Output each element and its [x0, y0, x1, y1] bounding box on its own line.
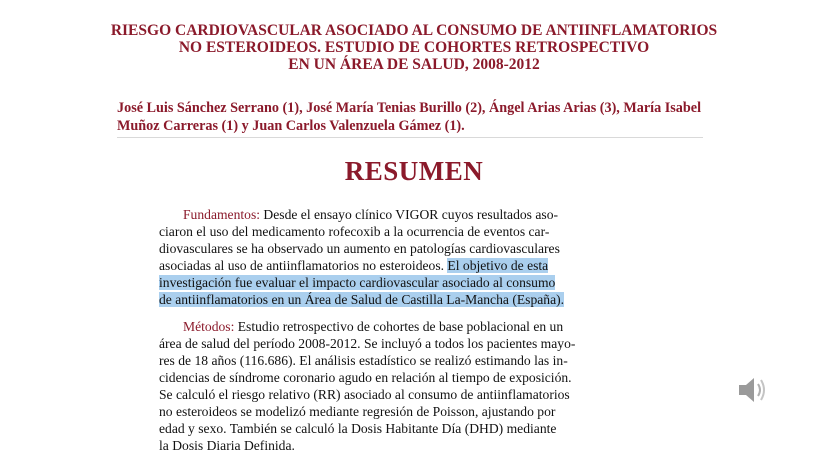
authors-line-2: Muñoz Carreras (1) y Juan Carlos Valenzuela Gámez (1). — [117, 118, 465, 134]
author-list — [117, 99, 707, 135]
text-line: ciaron el uso del medicamento rofecoxib a la ocurrencia de eventos car- — [159, 224, 550, 239]
text-line: res de 18 años (116.686). El análisis estadístico se realizó estimando las in- — [159, 353, 568, 368]
text-line — [159, 274, 555, 291]
highlighted-text[interactable]: investigación fue evaluar el impacto cardiovascular asociado al consumo — [159, 275, 556, 290]
highlighted-text[interactable]: El objetivo de esta — [447, 258, 549, 273]
text-line: Se calculó el riesgo relativo (RR) asociado al consumo de antiinflamatorios — [159, 387, 570, 402]
text-span: Desde el ensayo clínico VIGOR cuyos resultados aso- — [260, 207, 559, 222]
text-line: edad y sexo. También se calculó la Dosis Habitante Día (DHD) mediante — [159, 421, 557, 436]
text-line — [183, 206, 558, 223]
title-line-2: NO ESTEROIDEOS. ESTUDIO DE COHORTES RETROSPECTIVO — [178, 39, 650, 56]
text-line — [183, 318, 563, 335]
paper-title — [0, 22, 828, 73]
text-line — [159, 291, 564, 308]
text-line: cidencias de síndrome coronario agudo en relación al tiempo de exposición. — [159, 370, 572, 385]
authors-line-1: José Luis Sánchez Serrano (1), José María Tenias Burillo (2), Ángel Arias Arias (3), María Isabel — [117, 100, 702, 116]
divider — [117, 137, 703, 138]
text-line: área de salud del período 2008-2012. Se incluyó a todos los pacientes mayo- — [159, 336, 576, 351]
text-span: asociadas al uso de antiinflamatorios no esteroideos. — [159, 258, 448, 273]
title-line-3: EN UN ÁREA DE SALUD, 2008-2012 — [288, 56, 540, 73]
title-line-1: RIESGO CARDIOVASCULAR ASOCIADO AL CONSUMO DE ANTIINFLAMATORIOS — [110, 22, 718, 39]
text-line: la Dosis Diaria Definida. — [159, 438, 295, 453]
highlighted-text[interactable]: de antiinflamatorios en un Área de Salud de Castilla La-Mancha (España). — [159, 292, 565, 307]
text-span: Estudio retrospectivo de cohortes de base poblacional en un — [234, 319, 564, 334]
section-heading: RESUMEN — [344, 156, 484, 186]
text-line — [159, 257, 548, 274]
fundamentos-label: Fundamentos: — [183, 207, 261, 222]
text-line: no esteroideos se modelizó mediante regresión de Poisson, ajustando por — [159, 404, 556, 419]
metodos-label: Métodos: — [183, 319, 235, 334]
text-line: diovasculares se ha observado un aumento en patologías cardiovasculares — [159, 241, 560, 256]
speaker-icon[interactable] — [736, 373, 770, 407]
